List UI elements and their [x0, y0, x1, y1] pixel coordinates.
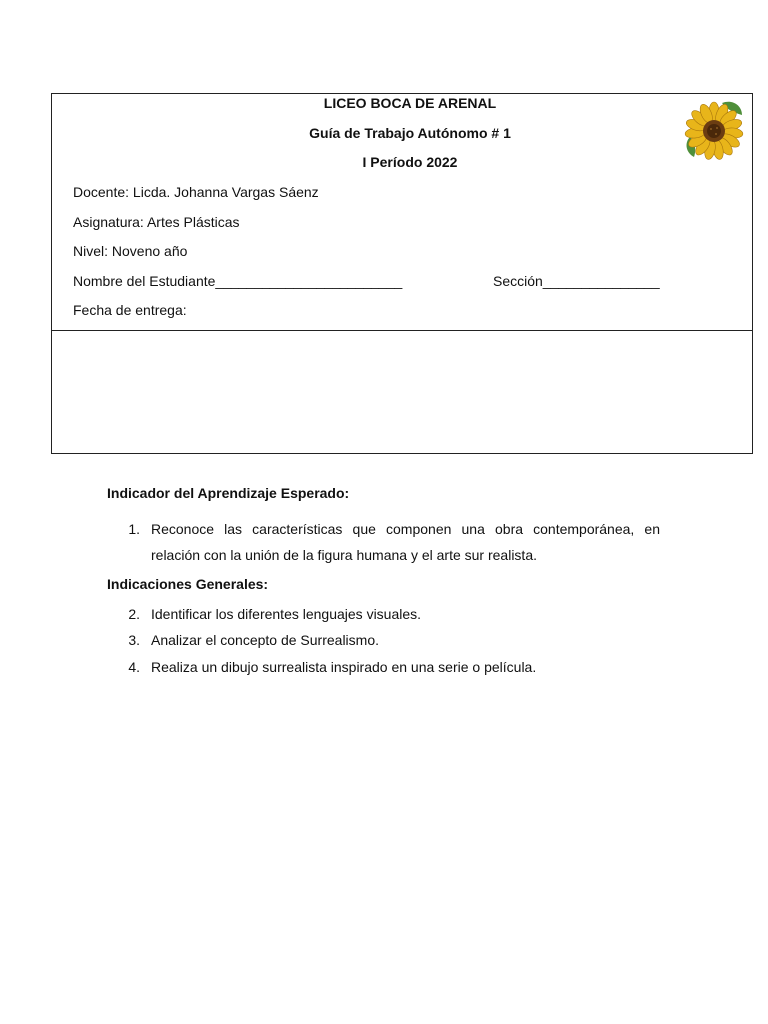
item-text: Identificar los diferentes lenguajes visuales.: [151, 606, 422, 622]
student-name-field: Nombre del Estudiante________________________: [73, 273, 403, 289]
guide-title: Guía de Trabajo Autónomo # 1: [309, 125, 511, 141]
item-text: Reconoce las características que componen una obra contemporánea, en relación con la unión de la figura humana y el arte sur realista.: [151, 521, 660, 563]
item-number: 3.: [128, 632, 140, 648]
list-item: [118, 654, 660, 680]
section-field: Sección_______________: [493, 273, 660, 289]
due-date-field: Fecha de entrega:: [73, 302, 187, 318]
teacher-field: Docente: Licda. Johanna Vargas Sáenz: [73, 184, 319, 200]
level-field: Nivel: Noveno año: [73, 243, 188, 259]
general-heading: Indicaciones Generales:: [107, 576, 269, 592]
sunflower-icon: [682, 97, 746, 161]
list-item: [118, 516, 660, 568]
period: I Período 2022: [362, 154, 458, 170]
header-box: [51, 93, 753, 454]
indicator-heading: Indicador del Aprendizaje Esperado:: [107, 485, 350, 501]
list-item: [118, 627, 660, 653]
item-text: Analizar el concepto de Surrealismo.: [151, 632, 380, 648]
subject-field: Asignatura: Artes Plásticas: [73, 214, 240, 230]
list-item: [118, 601, 660, 627]
item-number: 2.: [128, 606, 140, 622]
item-text: Realiza un dibujo surrealista inspirado en una serie o película.: [151, 659, 537, 675]
item-number: 4.: [128, 659, 140, 675]
item-number: 1.: [128, 521, 140, 537]
school-name: LICEO BOCA DE ARENAL: [323, 95, 497, 111]
header-divider: [52, 330, 752, 331]
